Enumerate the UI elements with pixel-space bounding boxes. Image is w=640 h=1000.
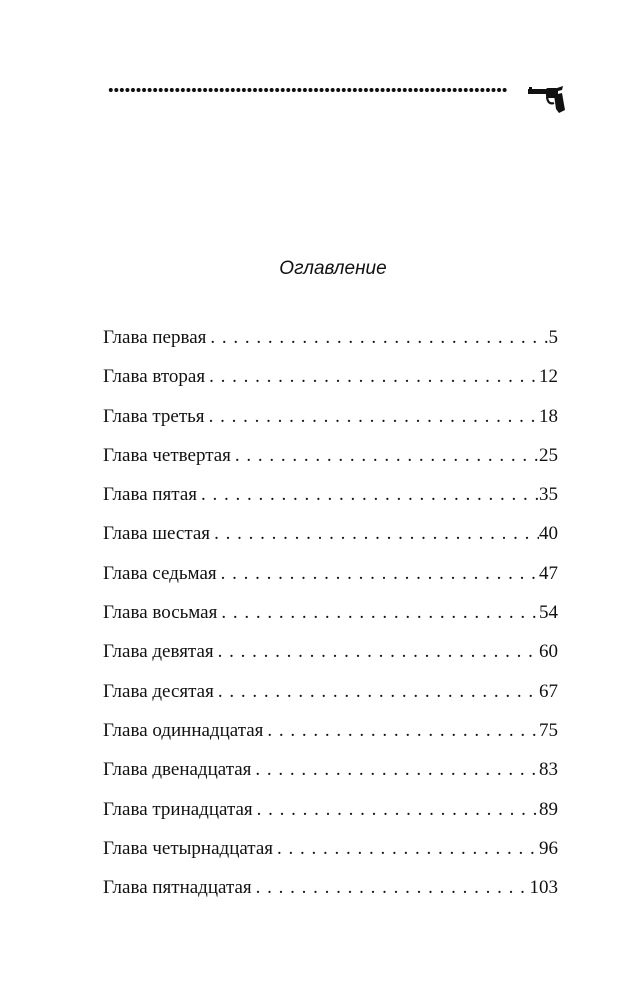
toc-entry: [103, 323, 558, 362]
toc-entry: [103, 716, 558, 755]
toc-entry: [103, 402, 558, 441]
toc-entry-label: Глава четырнадцатая: [103, 837, 274, 859]
toc-dot-leader: [217, 559, 539, 588]
toc-dot-leader: [253, 795, 539, 824]
toc-dot-leader: [251, 755, 539, 784]
toc-entry: [103, 795, 558, 834]
toc-dot-leader: [206, 323, 548, 352]
toc-entry-label: Глава восьмая: [103, 602, 218, 624]
toc-entry-label: Глава тринадцатая: [103, 798, 253, 820]
toc-entry-label: Глава двенадцатая: [103, 759, 252, 781]
toc-entry-page-number: 12: [539, 366, 558, 388]
toc-entry-page-number: 54: [539, 602, 558, 624]
toc-entry-page-number: 47: [539, 562, 558, 584]
toc-entry-page-number: 35: [539, 484, 558, 506]
toc-entry-page-number: 89: [539, 798, 558, 820]
toc-title: Оглавление: [279, 258, 387, 279]
toc-entry-label: Глава четвертая: [103, 444, 231, 466]
toc-entry-label: Глава третья: [103, 405, 205, 427]
toc-dot-leader: [205, 402, 539, 431]
toc-entry-page-number: 67: [539, 680, 558, 702]
toc-entry: [103, 677, 558, 716]
toc-entry: [103, 598, 558, 637]
toc-entry: [103, 362, 558, 401]
toc-entry: [103, 755, 558, 794]
toc-dot-leader: [217, 598, 539, 627]
toc-entry: [103, 441, 558, 480]
toc-dot-leader: [197, 480, 539, 509]
toc-dot-leader: [252, 873, 530, 902]
toc-entry-label: Глава девятая: [103, 641, 214, 663]
toc-dot-leader: [214, 677, 539, 706]
toc-dot-leader: [205, 362, 539, 391]
dotted-header-rule: [108, 87, 508, 93]
toc-entry-label: Глава пятнадцатая: [103, 877, 252, 899]
toc-entry-label: Глава пятая: [103, 484, 197, 506]
toc-entry-page-number: 40: [539, 523, 558, 545]
toc-entry-label: Глава одиннадцатая: [103, 719, 264, 741]
toc-entry: [103, 873, 558, 912]
toc-entry-label: Глава шестая: [103, 523, 211, 545]
toc-dot-leader: [214, 637, 539, 666]
revolver-icon: [526, 86, 566, 114]
toc-entry: [103, 834, 558, 873]
toc-dot-leader: [273, 834, 539, 863]
toc-dot-leader: [263, 716, 539, 745]
toc-dot-leader: [231, 441, 539, 470]
toc-entry-page-number: 75: [539, 719, 558, 741]
toc-entry-label: Глава вторая: [103, 366, 206, 388]
toc-entry-page-number: 25: [539, 444, 558, 466]
toc-entry-label: Глава десятая: [103, 680, 214, 702]
toc-entry: [103, 637, 558, 676]
toc-entry-page-number: 18: [539, 405, 558, 427]
toc-dot-leader: [210, 519, 539, 548]
toc-list: [103, 323, 558, 912]
toc-entry: [103, 559, 558, 598]
toc-entry-label: Глава первая: [103, 327, 207, 348]
toc-entry: [103, 519, 558, 558]
toc-entry-label: Глава седьмая: [103, 562, 217, 584]
toc-entry-page-number: 60: [539, 641, 558, 663]
toc-entry: [103, 480, 558, 519]
toc-entry-page-number: 83: [539, 759, 558, 781]
toc-entry-page-number: 5: [548, 327, 558, 348]
toc-entry-page-number: 96: [539, 837, 558, 859]
toc-entry-page-number: 103: [529, 877, 558, 899]
